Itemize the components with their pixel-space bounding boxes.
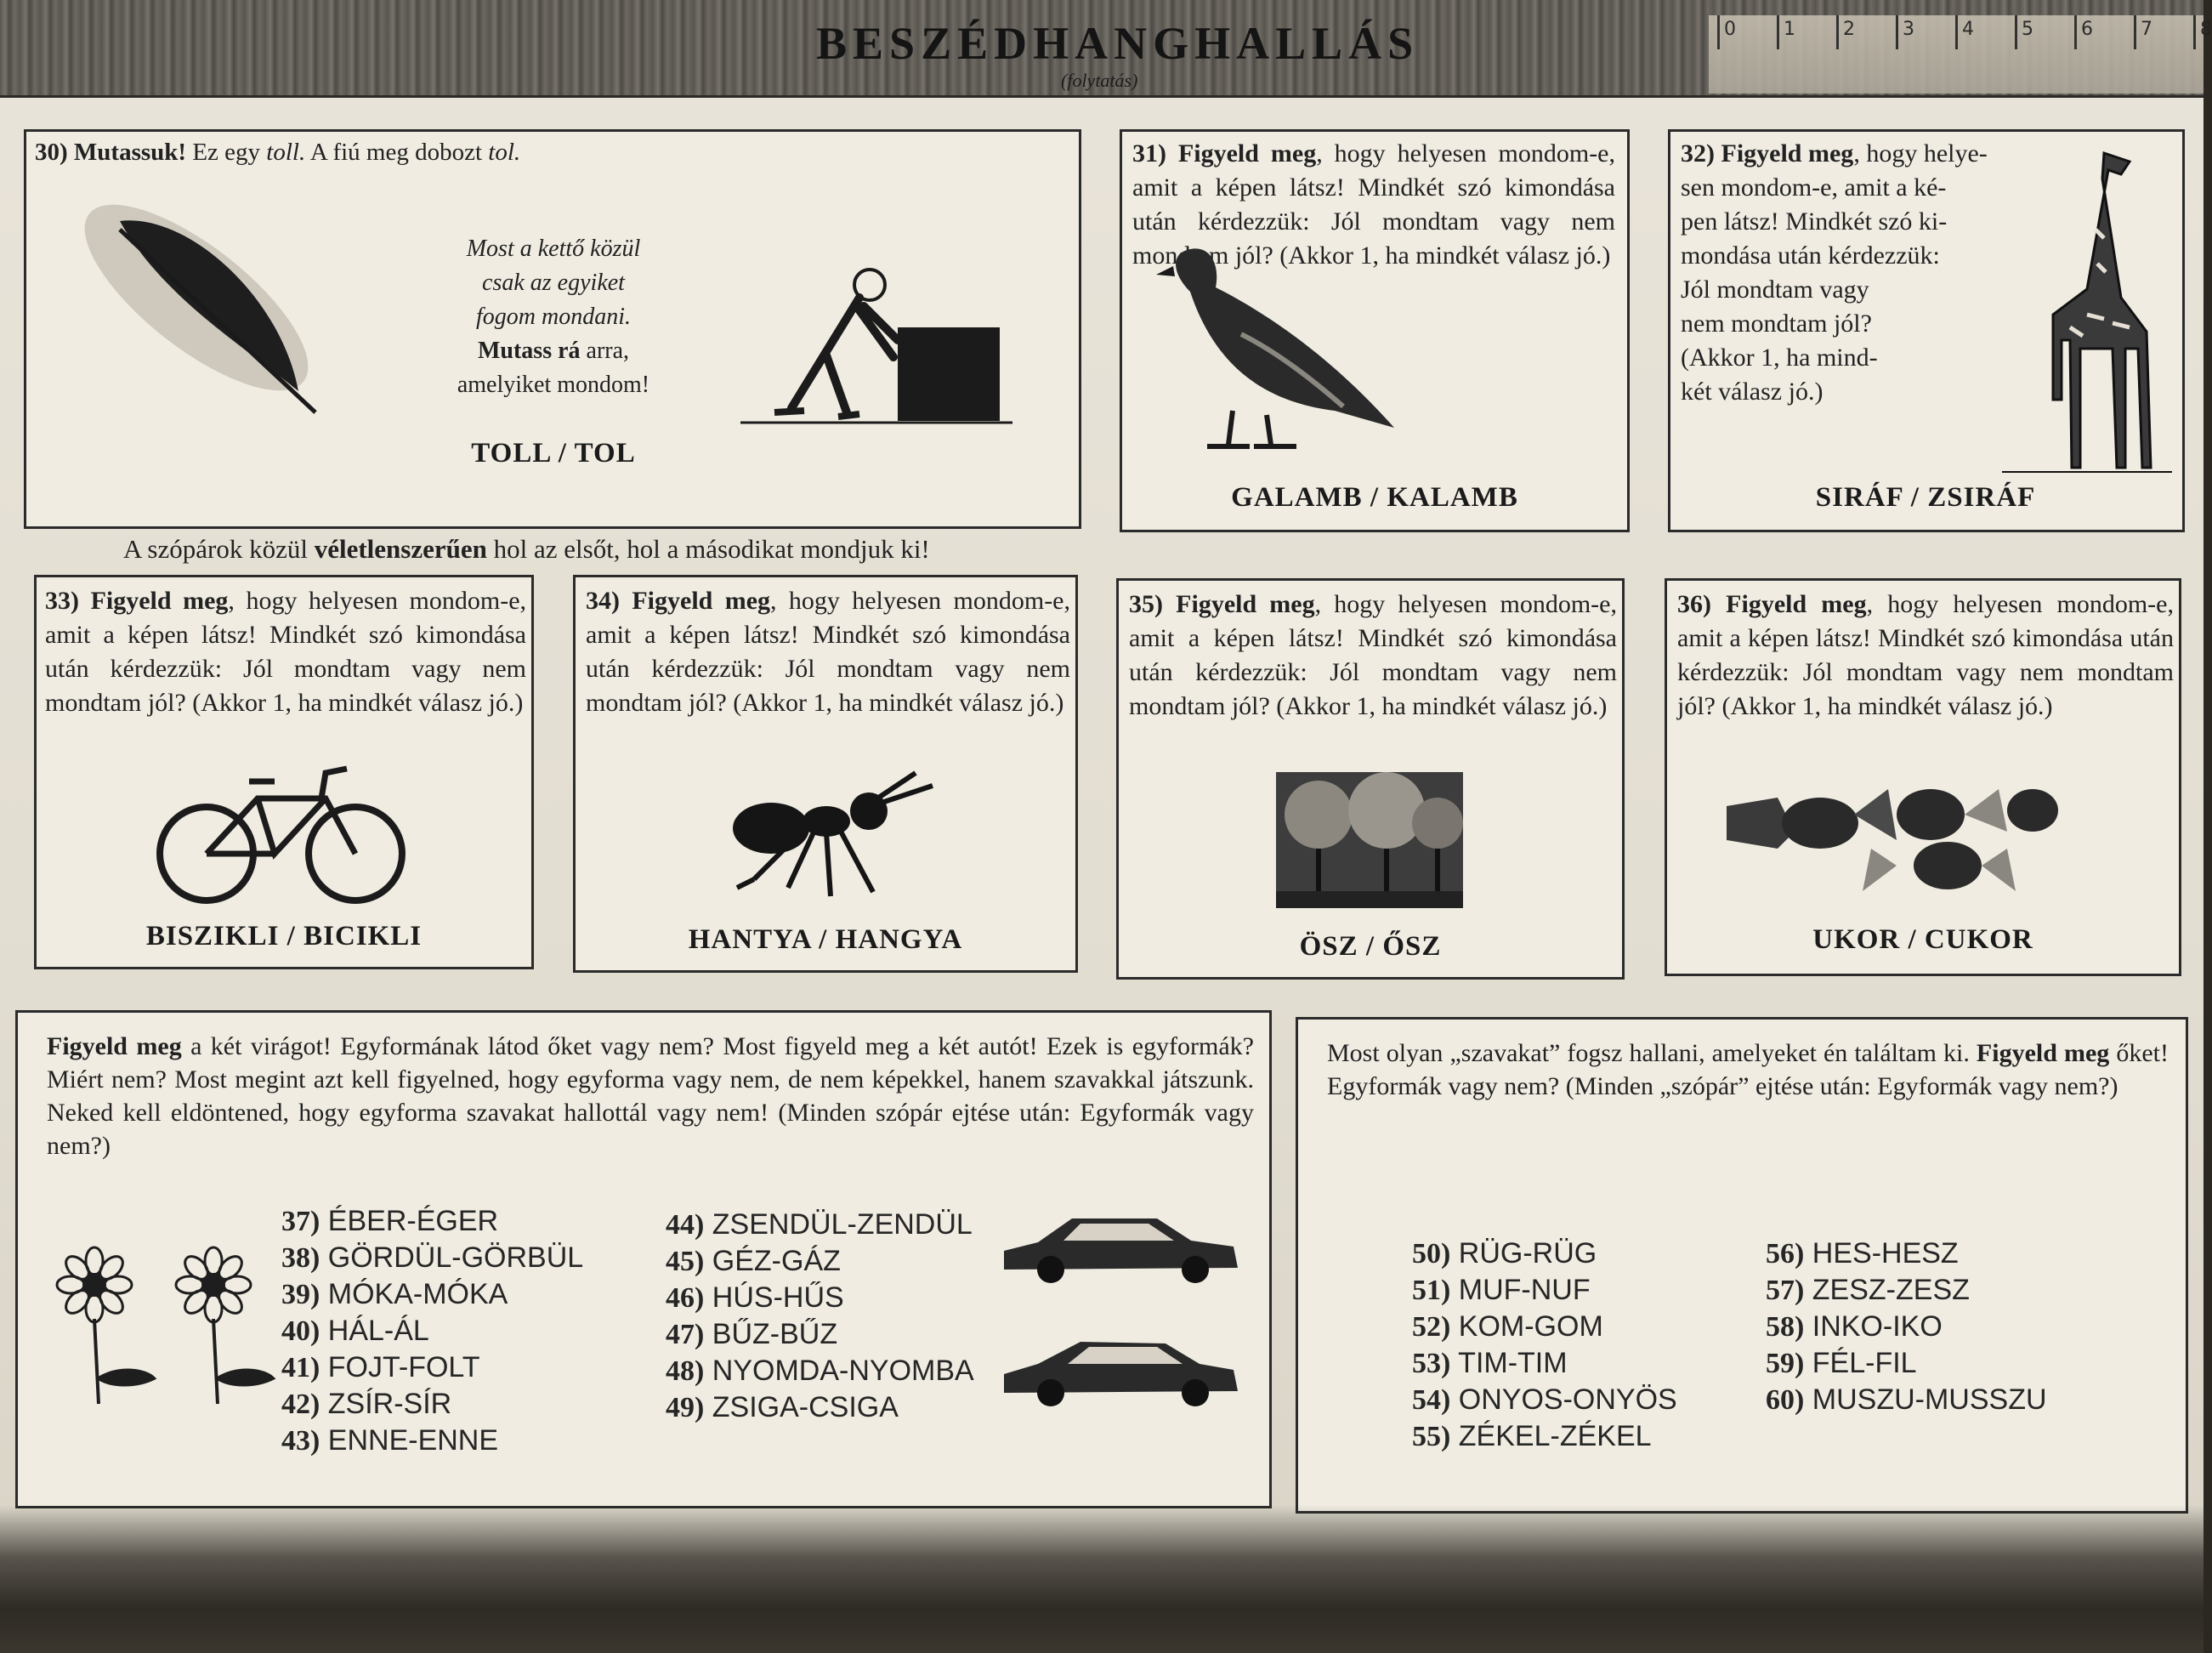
instruction-bold: Figyeld meg [1177,139,1317,168]
side-line: csak az egyiket [482,270,625,296]
instruction-bold: Figyeld meg [47,1032,182,1060]
item-32-caption: SIRÁF / ZSIRÁF [1815,482,2036,513]
item-33-instruction [45,584,526,720]
panel-left-instruction [47,1030,1254,1162]
list-item: 39) MÓKA-MÓKA [281,1278,508,1310]
item-32-box [1668,129,2185,532]
side-line: fogom mondani. [476,304,631,330]
note-text: A szópárok közül [123,534,315,564]
list-item: 38) GÖRDÜL-GÖRBÜL [281,1241,584,1274]
header-banner [0,0,2212,98]
list-item: 42) ZSÍR-SÍR [281,1388,452,1420]
list-item: 45) GÉZ-GÁZ [666,1245,841,1277]
giraffe-icon [2002,145,2172,485]
instruction-bold: Mutassuk! [73,139,187,166]
instruction-text: , hogy helyesen mondom-e, amit a képen látsz! Mindkét szó kimondása után kérdezzük: Jól mondtam vagy nem mondtam jól? (Akkor 1, ha mindkét válasz jó.) [1677,590,2174,720]
page-subtitle: (folytatás) [1061,70,1138,91]
ruler-tick [2193,15,2196,49]
list-item: 46) HÚS-HŰS [666,1281,844,1314]
item-30-box [24,129,1081,529]
list-item: 48) NYOMDA-NYOMBA [666,1355,974,1387]
instruction-line: mondása után kérdezzük: [1681,241,1940,270]
ruler-number: 5 [2022,19,2033,40]
list-item: 44) ZSENDÜL-ZENDÜL [666,1208,973,1241]
note-bold: véletlenszerűen [314,534,487,564]
item-31-box [1120,129,1630,532]
page-edge-shadow [0,1505,2203,1653]
ruler-tick [1836,15,1839,49]
item-36-instruction [1677,588,2174,724]
instruction-text: , hogy helyesen mondom-e, amit a képen látsz! Mindkét szó kimondása után kérdezzük: Jól mondtam vagy nem mondtam jól? (Akkor 1, ha mindkét válasz jó.) [586,587,1070,717]
list-item: 60) MUSZU-MUSSZU [1766,1383,2047,1416]
instruction-bold: Figyeld meg [1976,1039,2110,1067]
car-icon [995,1332,1242,1408]
ruler-tick [1717,15,1720,49]
item-30-caption: TOLL / TOL [471,438,636,469]
item-number: 34) [586,587,620,615]
item-34-box [573,575,1078,973]
item-35-caption: ÖSZ / ŐSZ [1299,931,1442,962]
item-number: 33) [45,587,79,615]
ruler-tick [1955,15,1958,49]
item-30-instruction [35,135,1055,169]
car-icon [995,1208,1242,1285]
item-36-box [1665,578,2181,976]
list-item: 49) ZSIGA-CSIGA [666,1391,899,1423]
word-list-37-43 [281,1205,583,1461]
list-item: 54) ONYOS-ONYÖS [1412,1383,1677,1416]
instruction-text: , hogy helyesen mondom-e, amit a képen látsz! Mindkét szó kimondása után kérdezzük: Jól mondtam vagy nem mondtam jól? (Akkor 1, ha mindkét válasz jó.) [45,587,527,717]
list-item: 57) ZESZ-ZESZ [1766,1274,1970,1306]
item-33-caption: BISZIKLI / BICIKLI [145,921,423,951]
item-32-instruction [1681,137,2004,409]
pigeon-icon [1139,241,1411,453]
item-number: 36) [1677,590,1711,618]
item-number: 35) [1129,590,1163,618]
instruction-note [123,534,930,565]
item-34-instruction [586,584,1070,720]
same-different-words-panel [15,1010,1272,1508]
item-35-instruction [1129,588,1617,724]
bicycle-icon [156,764,419,909]
word-list-50-55 [1412,1237,1677,1457]
instruction-bold: Figyeld meg [632,587,771,615]
instruction-text: Ez egy [186,139,267,166]
list-item: 50) RÜG-RÜG [1412,1237,1597,1270]
ruler-number: 2 [1843,19,1855,40]
item-number: 31) [1132,139,1166,168]
instruction-text: , hogy helyesen mondom-e, amit a képen látsz! Mindkét szó kimondása után kérdezzük: Jól mondtam vagy nem mondtam jól? (Akkor 1, ha mindkét válasz jó.) [1129,590,1617,720]
ruler-tick [2015,15,2017,49]
list-item: 47) BŰZ-BŰZ [666,1318,838,1350]
list-item: 55) ZÉKEL-ZÉKEL [1412,1420,1652,1452]
panel-right-instruction [1327,1037,2169,1103]
list-item: 40) HÁL-ÁL [281,1315,429,1347]
word-list-56-60 [1766,1237,2047,1420]
side-line: Most a kettő közül [466,236,641,262]
ruler-tick [2134,15,2136,49]
side-bold: Mutass rá [477,338,581,364]
instruction-line: két válasz jó.) [1681,378,1823,406]
instruction-bold: Figyeld meg [1176,590,1315,618]
ruler-number: 1 [1784,19,1795,40]
instruction-text: , hogy helyesen mondom-e, amit a képen látsz! Mindkét szó kimondása után kérdezzük: Jól mondtam vagy nem mondtam jól? (Akkor 1, ha mindkét válasz jó.) [1132,139,1616,270]
list-item: 56) HES-HESZ [1766,1237,1959,1270]
candies-icon [1727,781,2067,900]
item-33-box [34,575,534,969]
list-item: 53) TIM-TIM [1412,1347,1568,1379]
list-item: 59) FÉL-FIL [1766,1347,1917,1379]
item-36-caption: UKOR / CUKOR [1812,924,2033,955]
word-list-44-49 [666,1208,974,1428]
list-item: 37) ÉBER-ÉGER [281,1205,499,1237]
ruler-tick [2074,15,2077,49]
item-number: 30) [35,139,68,166]
instruction-bold: Figyeld meg [90,587,229,615]
ruler-number: 3 [1903,19,1914,40]
word-toll: toll. [266,139,306,166]
ruler-number: 0 [1724,19,1736,40]
instruction-line: nem mondtam jól? [1681,310,1872,338]
item-34-caption: HANTYA / HANGYA [688,924,963,955]
instruction-line: Jól mondtam vagy [1681,276,1869,304]
flowers-icon [43,1242,298,1404]
list-item: 43) ENNE-ENNE [281,1424,499,1457]
item-number: 32) [1681,139,1715,168]
instruction-text: a két virágot! Egyformának látod őket vagy nem? Most figyeld meg a két autót! Ezek is egyformák? Miért nem? Most megint azt kell figyelned, hogy egyforma vagy nem, de nem képekkel, hanem szavakkal játszunk. Neked kell eldöntened, hogy egyforma szavakat hallottál vagy nem! (Minden szópár ejtése után: Egyformák vagy nem?) [47,1032,1254,1160]
instruction-line: pen látsz! Mindkét szó ki- [1681,207,1948,236]
instruction-line: , hogy helye- [1853,139,1988,168]
instruction-bold: Figyeld meg [1721,139,1854,168]
ruler-tick [1896,15,1898,49]
instruction-text: őket! Egyformák vagy nem? (Minden „szópár” ejtése után: Egyformák vagy nem?) [1327,1039,2169,1100]
ant-icon [720,769,941,913]
note-text: hol az elsőt, hol a másodikat mondjuk ki! [486,534,930,564]
ruler-number: 7 [2141,19,2152,40]
list-item: 51) MUF-NUF [1412,1274,1591,1306]
feather-icon [69,204,358,425]
list-item: 52) KOM-GOM [1412,1310,1603,1343]
invented-words-panel [1296,1017,2188,1514]
word-tol: tol. [488,139,521,166]
ruler-number: 4 [1962,19,1974,40]
ruler-number: 6 [2081,19,2093,40]
instruction-text: A fiú meg dobozt [305,139,489,166]
ruler-number: 8 [2200,19,2212,40]
autumn-trees-icon [1276,772,1463,908]
side-line: arra, [580,338,630,364]
list-item: 58) INKO-IKO [1766,1310,1943,1343]
instruction-text: Most olyan „szavakat” fogsz hallani, amelyeket én találtam ki. [1327,1039,1977,1067]
ruler-strip [1709,15,2212,94]
side-line: amelyiket mondom! [457,372,650,398]
side-instruction [426,232,681,402]
item-35-box [1116,578,1625,980]
list-item: 41) FOJT-FOLT [281,1351,480,1383]
page-title: BESZÉDHANGHALLÁS [816,18,1420,69]
instruction-bold: Figyeld meg [1726,590,1867,618]
ruler-tick [1777,15,1779,49]
instruction-line: (Akkor 1, ha mind- [1681,344,1878,372]
boy-pushing-box-icon [740,259,1021,438]
item-31-caption: GALAMB / KALAMB [1231,482,1518,513]
instruction-line: sen mondom-e, amit a ké- [1681,173,1947,202]
